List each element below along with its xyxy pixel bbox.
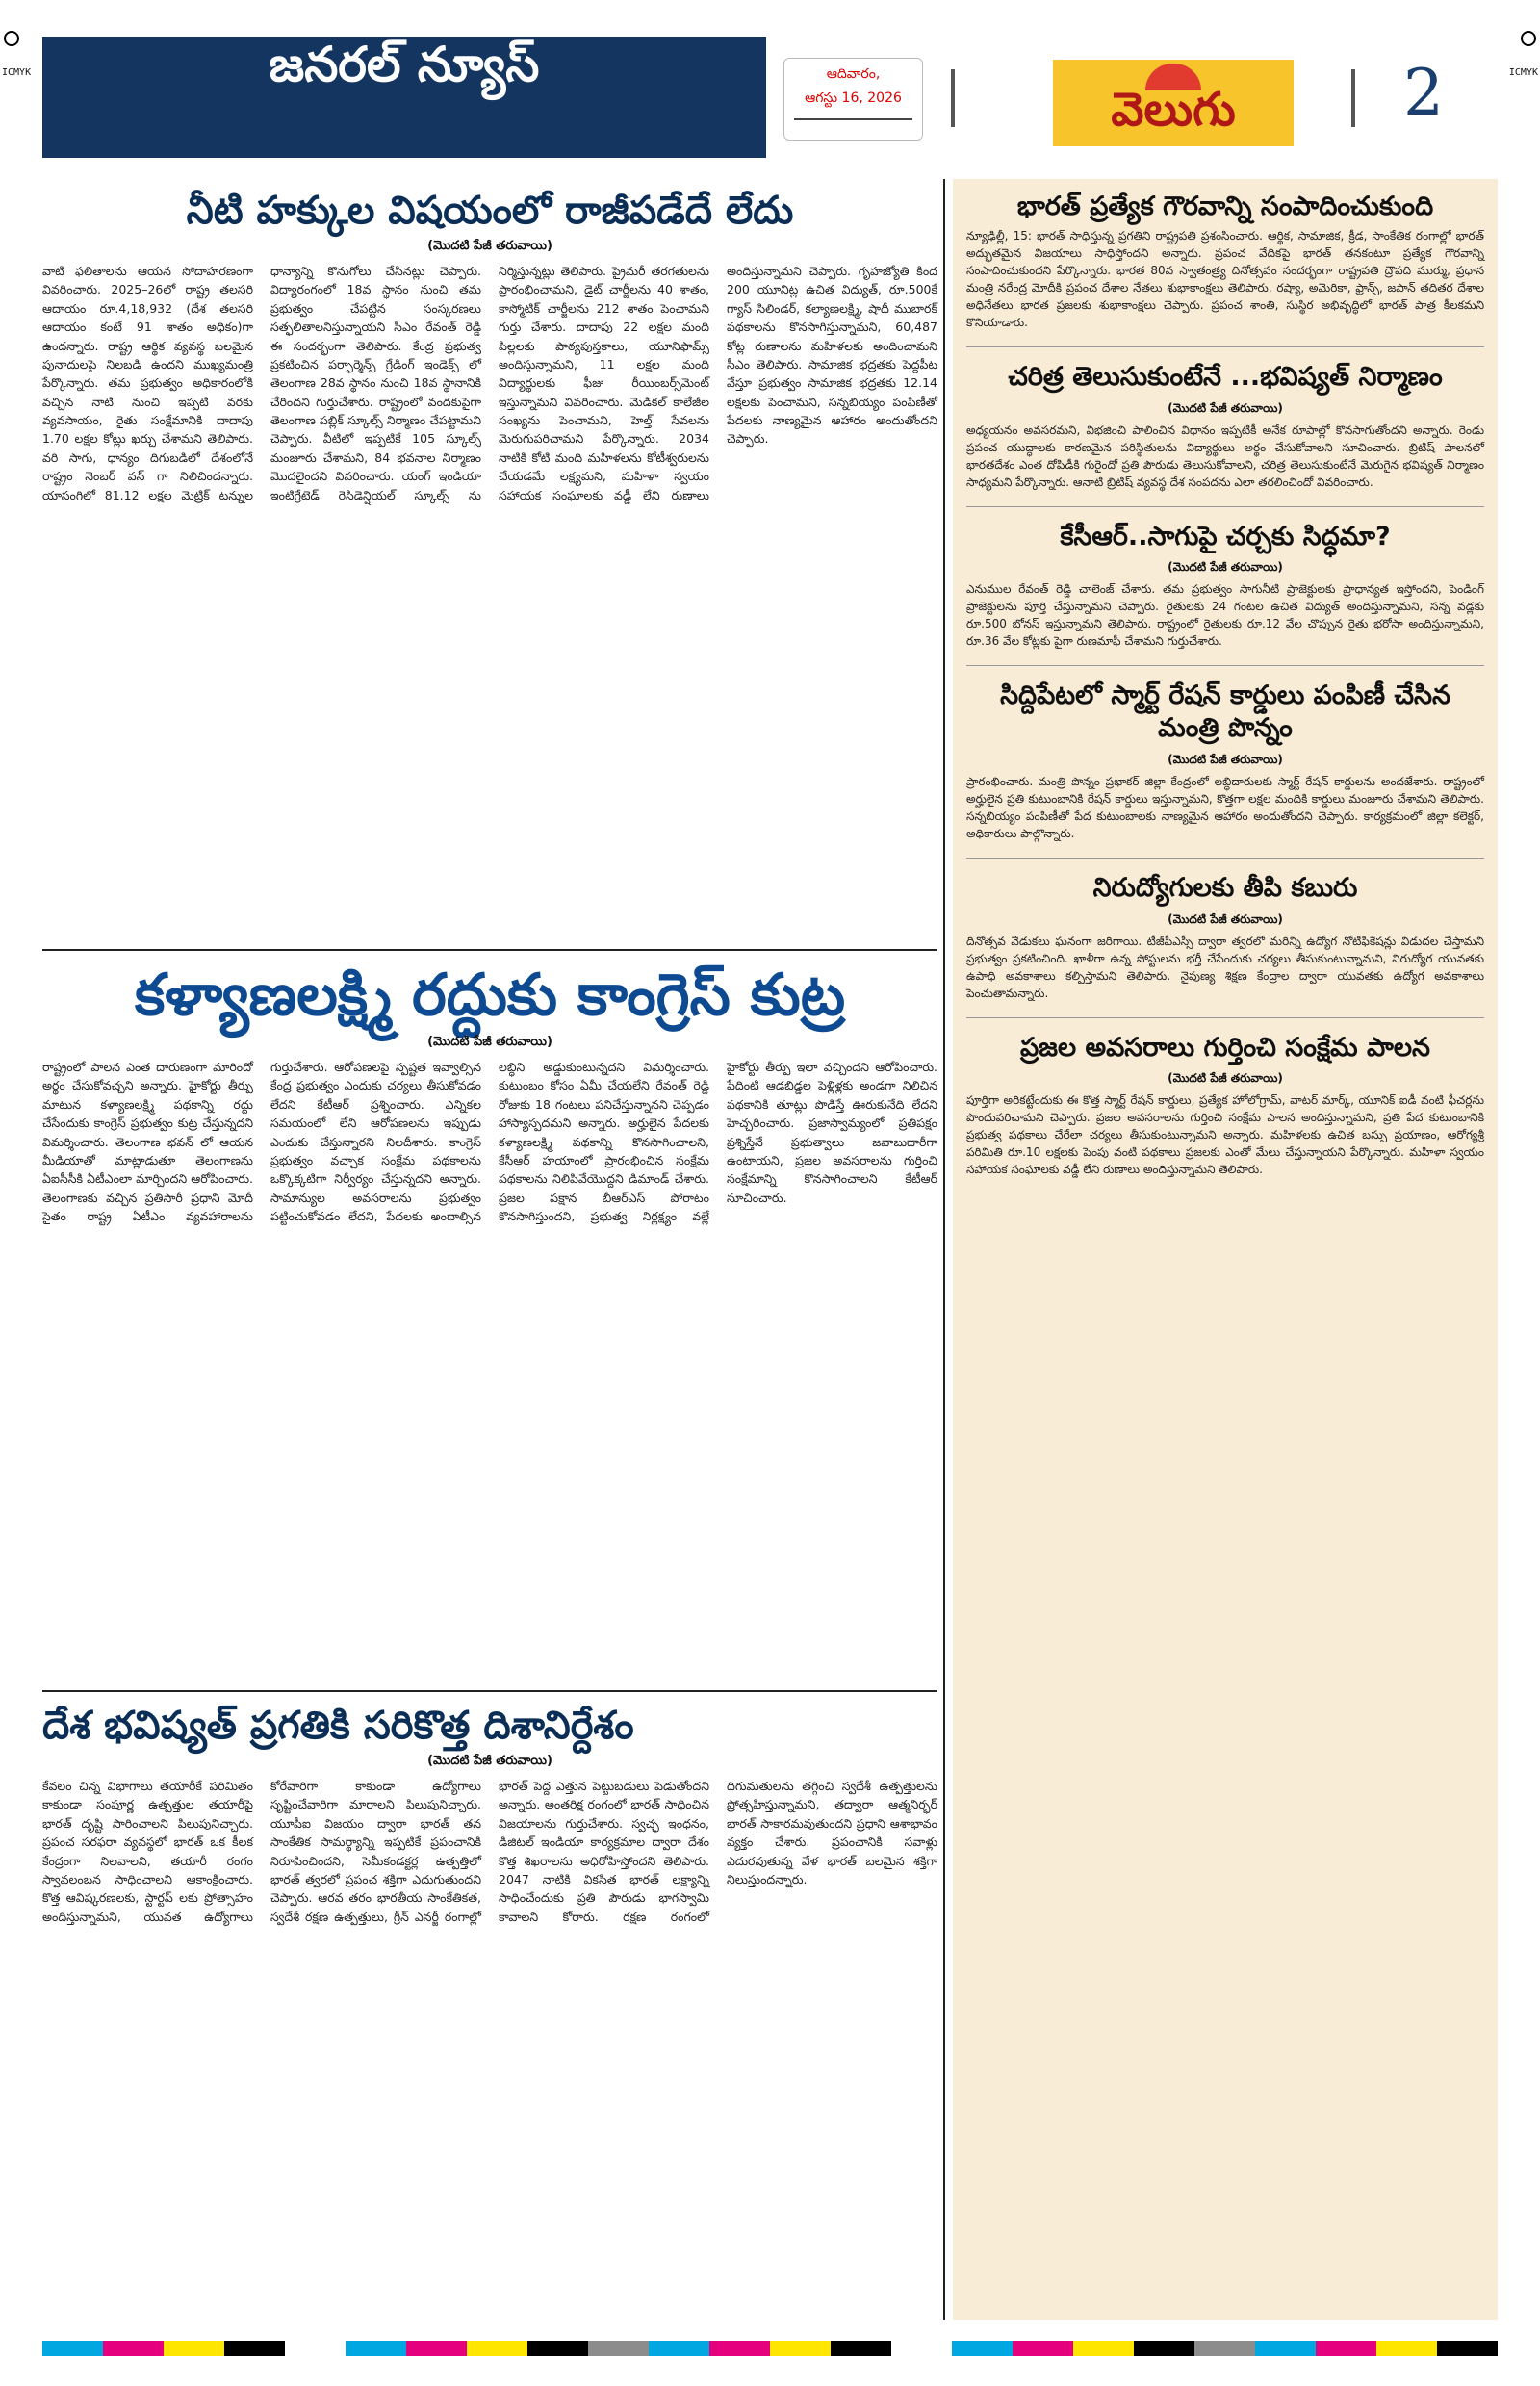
color-swatch [588, 2341, 649, 2356]
color-swatch [527, 2341, 588, 2356]
color-swatch [1437, 2341, 1498, 2356]
color-swatch [1013, 2341, 1073, 2356]
sidebar-article [966, 872, 1484, 1002]
sidebar-divider [966, 665, 1484, 666]
color-swatch [346, 2341, 406, 2356]
date-box [783, 58, 923, 141]
article-water-rights [42, 189, 937, 939]
section-banner [42, 37, 766, 158]
newspaper-name: వెలుగు [1111, 83, 1236, 137]
sidebar-headline[interactable]: చరిత్ర తెలుసుకుంటేనే ...భవిష్యత్ నిర్మాణం [1008, 361, 1443, 392]
sidebar-body: పూర్తిగా అరికట్టేందుకు ఈ కొత్త స్మార్ట్ రేషన్ కార్డులు, ప్రత్యేక హోలోగ్రామ్, వాటర్ మార్క్, యూనిక్ ఐడీ వంటి ఫీచర్లను పొందుపరిచామని చెప్పారు. ప్రజల అవసరాలను గుర్తించి సంక్షేమ పాలన అందిస్తున్నామని, ప్రతి పేద కుటుంబానికి ప్రభుత్వ పథకాలు చేరేలా చర్యలు తీసుకుంటున్నామని అన్నారు. మహిళలకు ఉచిత బస్సు ప్రయాణం, ఆరోగ్యశ్రీ పరిమితి రూ.10 లక్షలకు పెంపు వంటి పథకాలు ప్రజలకు ఎంతో మేలు చేస్తున్నాయని పేర్కొన్నారు. మహిళా స్వయం సహాయక సంఘాలకు వడ్డీ లేని రుణాలు అందిస్తున్నామని తెలిపారు. [966, 1093, 1484, 1177]
sidebar-article [966, 680, 1484, 842]
color-swatch [1194, 2341, 1255, 2356]
color-swatch [406, 2341, 467, 2356]
sidebar-article [966, 361, 1484, 491]
page-header [42, 37, 1498, 162]
color-swatch [467, 2341, 527, 2356]
date-label: ఆగస్టు 16, 2026 [805, 90, 902, 106]
article-kicker: (మొదటి పేజీ తరువాయి) [427, 239, 552, 253]
sidebar-headline[interactable]: కేసీఆర్..సాగుపై చర్చకు సిద్ధమా? [1060, 521, 1391, 552]
section-title: జనరల్ న్యూస్ [269, 37, 540, 92]
color-swatch [952, 2341, 1013, 2356]
sidebar-headline[interactable]: సిద్దిపేటలో స్మార్ట్ రేషన్ కార్డులు పంపిణీ చేసిన మంత్రి పొన్నం [1000, 680, 1450, 743]
article-headline[interactable]: దేశ భవిష్యత్ ప్రగతికి సరికొత్త దిశానిర్దేశం [42, 1704, 634, 1748]
article-headline[interactable]: కళ్యాణలక్ష్మి రద్దుకు కాంగ్రెస్ కుట్ర [134, 962, 846, 1029]
color-swatch [164, 2341, 224, 2356]
article-headline[interactable]: నీటి హక్కుల విషయంలో రాజీపడేదే లేదు [186, 189, 794, 233]
newspaper-logo[interactable] [1053, 60, 1294, 146]
sidebar-kicker: (మొదటి పేజీ తరువాయి) [1168, 752, 1283, 766]
header-divider [1351, 69, 1355, 127]
color-swatch [1316, 2341, 1376, 2356]
print-color-bar [42, 2341, 1498, 2356]
sidebar-kicker: (మొదటి పేజీ తరువాయి) [1168, 560, 1283, 575]
sidebar-kicker: (మొదటి పేజీ తరువాయి) [1168, 400, 1283, 415]
color-swatch [103, 2341, 164, 2356]
color-swatch [649, 2341, 709, 2356]
registration-strip-right [1502, 0, 1540, 106]
article-kicker: (మొదటి పేజీ తరువాయి) [427, 1035, 552, 1049]
sidebar-article [966, 1032, 1484, 1179]
sidebar-article [966, 521, 1484, 651]
registration-label: ICMYK [2, 67, 32, 78]
color-swatch [1376, 2341, 1437, 2356]
sidebar-divider [966, 506, 1484, 507]
sidebar-body: అధ్యయనం అవసరమని, విభజించి పాలించిన విధానం ఇప్పటికీ అనేక రూపాల్లో కొనసాగుతోందని అన్నారు. రెండు ప్రపంచ యుద్ధాలకు కారణమైన పరిస్థితులను విద్యార్థులు అర్థం చేసుకోవాలని సూచించారు. బ్రిటిష్ పాలనలో భారతదేశం ఎంత దోపిడీకి గురైందో ప్రతి పౌరుడు తెలుసుకోవాలని, చరిత్ర తెలుసుకుంటేనే మెరుగైన భవిష్యత్ నిర్మాణం సాధ్యమని పేర్కొన్నారు. ఆనాటి బ్రిటిష్ వ్యవస్థ దేశ సంపదను ఎలా తరలించిందో వివరించారు. [966, 423, 1484, 489]
article-kicker: (మొదటి పేజీ తరువాయి) [427, 1754, 552, 1768]
sidebar-article [966, 191, 1484, 331]
page-number: 2 [1403, 56, 1444, 130]
color-swatch [709, 2341, 770, 2356]
sidebar-body: ఎనుముల రేవంత్ రెడ్డి చాలెంజ్ చేశారు. తమ ప్రభుత్వం సాగునీటి ప్రాజెక్టులకు ప్రాధాన్యత ఇస్తోందని, పెండింగ్ ప్రాజెక్టులను పూర్తి చేస్తున్నామని చెప్పారు. రైతులకు 24 గంటల ఉచిత విద్యుత్ అందిస్తున్నామని, సన్న వడ్లకు రూ.500 బోనస్ ఇస్తున్నామని తెలిపారు. రాష్ట్రంలో రైతులకు రూ.12 వేల చొప్పున రైతు భరోసా అందిస్తున్నామని, రూ.36 వేల కోట్లకు పైగా రుణమాఫీ చేశామని గుర్తుచేశారు. [966, 582, 1484, 649]
article-body: కేవలం చిన్న విభాగాలు తయారీకే పరిమితం కాకుండా సంపూర్ణ ఉత్పత్తుల తయారీపై భారత్ దృష్టి సారించాలని పిలుపునిచ్చారు. ప్రపంచ సరఫరా వ్యవస్థలో భారత్ ఒక కీలక కేంద్రంగా నిలవాలని, తయారీ రంగం స్వావలంబన సాధించాలని ఆకాంక్షించారు. కొత్త ఆవిష్కరణలకు, స్టార్టప్ లకు ప్రోత్సాహం అందిస్తున్నామని, యువత ఉద్యోగాలు కోరేవారిగా కాకుండా ఉద్యోగాలు సృష్టించేవారిగా మారాలని పిలుపునిచ్చారు. యూపీఐ విజయం ద్వారా భారత్ తన సాంకేతిక సామర్థ్యాన్ని ఇప్పటికే ప్రపంచానికి నిరూపించిందని, సెమీకండక్టర్ల ఉత్పత్తిలో భారత్ త్వరలో ప్రపంచ శక్తిగా ఎదుగుతుందని చెప్పారు. ఆరవ తరం భారతీయ సాంకేతికత, స్వదేశీ రక్షణ ఉత్పత్తులు, గ్రీన్ ఎనర్జీ రంగాల్లో భారత్ పెద్ద ఎత్తున పెట్టుబడులు పెడుతోందని అన్నారు. అంతరిక్ష రంగంలో భారత్ సాధించిన విజయాలను గుర్తుచేశారు. స్వచ్ఛ ఇంధనం, డిజిటల్ ఇండియా కార్యక్రమాల ద్వారా దేశం కొత్త శిఖరాలను అధిరోహిస్తోందని తెలిపారు. 2047 నాటికి వికసిత భారత్ లక్ష్యాన్ని సాధించేందుకు ప్రతి పౌరుడు భాగస్వామి కావాలని కోరారు. రక్షణ రంగంలో దిగుమతులను తగ్గించి స్వదేశీ ఉత్పత్తులను ప్రోత్సహిస్తున్నామని, తద్వారా ఆత్మనిర్భర్ భారత్ సాకారమవుతుందని ప్రధాని ఆశాభావం వ్యక్తం చేశారు. ప్రపంచానికి సవాళ్లు ఎదురవుతున్న వేళ భారత్ బలమైన శక్తిగా నిలుస్తుందన్నారు. [42, 1779, 937, 1924]
sidebar-headline[interactable]: ప్రజల అవసరాలు గుర్తించి సంక్షేమ పాలన [1020, 1032, 1430, 1063]
column-divider [943, 179, 945, 2320]
color-swatch [1073, 2341, 1134, 2356]
color-swatch [770, 2341, 831, 2356]
sidebar-headline[interactable]: భారత్ ప్రత్యేక గౌరవాన్ని సంపాదించుకుంది [1016, 192, 1434, 221]
section-divider [42, 1690, 937, 1692]
sidebar-body: దినోత్సవ వేడుకలు ఘనంగా జరిగాయి. టీజీపీఎస్సీ ద్వారా త్వరలో మరిన్ని ఉద్యోగ నోటిఫికేషన్లు విడుదల చేస్తామని ప్రభుత్వం ప్రకటించింది. ఖాళీగా ఉన్న పోస్టులను భర్తీ చేసేందుకు చర్యలు తీసుకుంటున్నామని, నిరుద్యోగ యువతకు ఉపాధి అవకాశాలు కల్పిస్తామని తెలిపారు. నైపుణ్య శిక్షణ కేంద్రాల ద్వారా యువతకు ఉద్యోగ అవకాశాలు పెంచుతామన్నారు. [966, 934, 1484, 1000]
registration-mark-icon [1521, 31, 1536, 46]
sidebar-kicker: (మొదటి పేజీ తరువాయి) [1168, 911, 1283, 926]
sidebar-divider [966, 1017, 1484, 1018]
section-divider [42, 949, 937, 951]
sidebar-body: ప్రారంభించారు. మంత్రి పొన్నం ప్రభాకర్ జిల్లా కేంద్రంలో లబ్ధిదారులకు స్మార్ట్ రేషన్ కార్డులను అందజేశారు. రాష్ట్రంలో అర్హులైన ప్రతి కుటుంబానికి రేషన్ కార్డులు ఇస్తున్నామని, కొత్తగా లక్షల మందికి కార్డులు మంజూరు చేశామని తెలిపారు. సన్నబియ్యం పంపిణీతో పేద కుటుంబాలకు నాణ్యమైన ఆహారం అందుతోందని చెప్పారు. కార్యక్రమంలో జిల్లా కలెక్టర్, అధికారులు పాల్గొన్నారు. [966, 774, 1484, 840]
sidebar-kicker: (మొదటి పేజీ తరువాయి) [1168, 1071, 1283, 1086]
color-swatch [1255, 2341, 1316, 2356]
color-swatch [285, 2341, 346, 2356]
sidebar-news [953, 179, 1498, 2320]
sidebar-divider [966, 858, 1484, 859]
color-swatch [831, 2341, 891, 2356]
registration-mark-icon [4, 31, 19, 46]
date-underline [794, 118, 912, 120]
article-nation-future [42, 1704, 937, 2320]
article-body: వాటి ఫలితాలను ఆయన సోదాహరణంగా వివరించారు. 2025–26లో రాష్ట్ర తలసరి ఆదాయం రూ.4,18,932 (దేశ తలసరి ఆదాయం కంటే 91 శాతం అధికం)గా ఉందన్నారు. రాష్ట్ర ఆర్థిక వ్యవస్థ బలమైన పునాదులపై నిలబడి ఉందని ముఖ్యమంత్రి పేర్కొన్నారు. తమ ప్రభుత్వం అధికారంలోకి వచ్చిన నాటి నుంచి ఇప్పటి వరకు వ్యవసాయం, రైతు సంక్షేమానికి దాదాపు 1.70 లక్షల కోట్లు ఖర్చు చేశామని తెలిపారు. వరి సాగు, ధాన్యం దిగుబడిలో దేశంలోనే రాష్ట్రం నెంబర్ వన్ గా నిలిచిందన్నారు. యాసంగిలో 81.12 లక్షల మెట్రిక్ టన్నుల ధాన్యాన్ని కొనుగోలు చేసినట్లు చెప్పారు. విద్యారంగంలో 18వ స్థానం నుంచి తమ ప్రభుత్వం చేపట్టిన సంస్కరణలు సత్ఫలితాలనిస్తున్నాయని సీఎం రేవంత్ రెడ్డి ఈ సందర్భంగా తెలిపారు. కేంద్ర ప్రభుత్వ ప్రకటించిన పర్ఫార్మెన్స్ గ్రేడింగ్ ఇండెక్స్ లో తెలంగాణ 28వ స్థానం నుంచి 18వ స్థానానికి చేరిందని గుర్తుచేశారు. రాష్ట్రంలో వందకుపైగా తెలంగాణ పబ్లిక్ స్కూల్స్ నిర్మాణం చేపట్టామని చెప్పారు. వీటిలో ఇప్పటికే 105 స్కూల్స్ మంజూరు చేశామని, 84 భవనాల నిర్మాణం మొదలైందని వివరించారు. యంగ్ ఇండియా ఇంటిగ్రేటెడ్ రెసిడెన్షియల్ స్కూల్స్ ను నిర్మిస్తున్నట్లు తెలిపారు. ప్రైమరీ తరగతులను ప్రారంభించామని, డైట్ చార్జీలను 40 శాతం, కాస్మోటిక్ చార్జీలను 212 శాతం పెంచామని గుర్తు చేశారు. దాదాపు 22 లక్షల మంది పిల్లలకు పాఠ్యపుస్తకాలు, యూనిఫామ్స్ అందిస్తున్నామని, 11 లక్షల మంది విద్యార్థులకు ఫీజు రీయింబర్స్‌మెంట్ ఇస్తున్నామని వివరించారు. మెడికల్ కాలేజీల సంఖ్యను పెంచామని, హెల్త్ సేవలను మెరుగుపరిచామని పేర్కొన్నారు. 2034 నాటికి కోటి మంది మహిళలను కోటీశ్వరులను చేయడమే లక్ష్యమని, మహిళా స్వయం సహాయక సంఘాలకు వడ్డీ లేని రుణాలు అందిస్తున్నామని చెప్పారు. గృహజ్యోతి కింద 200 యూనిట్ల ఉచిత విద్యుత్, రూ.500కే గ్యాస్ సిలిండర్, కల్యాణలక్ష్మి, షాదీ ముబారక్ పథకాలను కొనసాగిస్తున్నామని, 60,487 కోట్ల రుణాలను మహిళలకు అందించామని సీఎం తెలిపారు. సామాజిక భద్రతకు పెద్దపీట వేస్తూ ప్రభుత్వం సామాజిక భద్రతకు 12.14 లక్షలకు పెంచామని, సన్నబియ్యం పంపిణీతో పేదలకు నాణ్యమైన ఆహారం అందుతోందని చెప్పారు. [42, 264, 937, 502]
registration-label: ICMYK [1508, 67, 1538, 78]
registration-strip-left [0, 0, 38, 106]
color-swatch [42, 2341, 103, 2356]
header-divider [951, 69, 955, 127]
sidebar-headline[interactable]: నిరుద్యోగులకు తీపి కబురు [1092, 872, 1358, 903]
color-swatch [891, 2341, 952, 2356]
article-body: రాష్ట్రంలో పాలన ఎంత దారుణంగా మారిందో అర్థం చేసుకోవచ్చని అన్నారు. హైకోర్టు తీర్పు మాటున కళ్యాణలక్ష్మి పథకాన్ని రద్దు చేసేందుకు కాంగ్రెస్ ప్రభుత్వం కుట్ర చేస్తున్నదని విమర్శించారు. తెలంగాణ భవన్ లో ఆయన మీడియాతో మాట్లాడుతూ తెలంగాణను ఏఐసీసీకి ఏటీఎంలా మార్చిందని ఆరోపించారు. తెలంగాణకు వచ్చిన ప్రతిసారీ ప్రధాని మోదీ సైతం రాష్ట్ర ఏటీఎం వ్యవహారాలను గుర్తుచేశారు. ఆరోపణలపై స్పష్టత ఇవ్వాల్సిన కేంద్ర ప్రభుత్వం ఎందుకు చర్యలు తీసుకోవడం లేదని కేటీఆర్ ప్రశ్నించారు. ఎన్నికల సమయంలో లేని ఆరోపణలను ఇప్పుడు ఎందుకు చేస్తున్నారని నిలదీశారు. కాంగ్రెస్ ప్రభుత్వం వచ్చాక సంక్షేమ పథకాలను ఒక్కొక్కటిగా నిర్వీర్యం చేస్తున్నదని అన్నారు. సామాన్యుల అవసరాలను ప్రభుత్వం పట్టించుకోవడం లేదని, పేదలకు అందాల్సిన లబ్ధిని అడ్డుకుంటున్నదని విమర్శించారు. కుటుంబం కోసం ఏమీ చేయలేని రేవంత్ రెడ్డి రోజుకు 18 గంటలు పనిచేస్తున్నానని చెప్పడం హాస్యాస్పదమని అన్నారు. అర్హులైన పేదలకు కళ్యాణలక్ష్మి పథకాన్ని కొనసాగించాలని, కేసీఆర్ హయాంలో ప్రారంభించిన సంక్షేమ పథకాలను నిలిపివేయొద్దని డిమాండ్ చేశారు. ప్రజల పక్షాన బీఆర్ఎస్ పోరాటం కొనసాగిస్తుందని, ప్రభుత్వ నిర్లక్ష్యం వల్లే హైకోర్టు తీర్పు ఇలా వచ్చిందని ఆరోపించారు. పేదింటి ఆడబిడ్డల పెళ్లిళ్లకు అండగా నిలిచిన పథకానికి తూట్లు పొడిస్తే ఊరుకునేది లేదని హెచ్చరించారు. ప్రజాస్వామ్యంలో ప్రతిపక్షం ప్రశ్నిస్తేనే ప్రభుత్వాలు జవాబుదారీగా ఉంటాయని, ప్రజల అవసరాలను గుర్తించి సంక్షేమాన్ని కొనసాగించాలని కేటీఆర్ సూచించారు. [42, 1060, 937, 1223]
sidebar-body: న్యూఢిల్లీ, 15: భారత్ సాధిస్తున్న ప్రగతిని రాష్ట్రపతి ప్రశంసించారు. ఆర్థిక, సామాజిక, క్రీడ, సాంకేతిక రంగాల్లో భారత్ అద్భుతమైన విజయాలు సాధిస్తోందని అన్నారు. ప్రపంచ వేదికపై భారత్ తనకంటూ ప్రత్యేక గౌరవాన్ని సంపాదించుకుందని పేర్కొన్నారు. భారత 80వ స్వాతంత్ర్య దినోత్సవం సందర్భంగా రాష్ట్రపతి ద్రౌపది ముర్ము, ప్రధాన మంత్రి నరేంద్ర మోదీకి ప్రపంచ దేశాల నేతలు శుభాకాంక్షలు తెలిపారు. రష్యా, అమెరికా, ఫ్రాన్స్, జపాన్ తదితర దేశాల అధినేతలు భారత ప్రజలకు శుభాకాంక్షలు చెప్పారు. ప్రపంచ శాంతి, సుస్థిర అభివృద్ధిలో భారత్ పాత్ర కీలకమని కొనియాడారు. [966, 228, 1484, 329]
color-swatch [224, 2341, 285, 2356]
day-label: ఆదివారం, [826, 66, 881, 82]
article-kalyana-lakshmi [42, 962, 937, 1675]
sidebar-divider [966, 346, 1484, 347]
color-swatch [1134, 2341, 1194, 2356]
